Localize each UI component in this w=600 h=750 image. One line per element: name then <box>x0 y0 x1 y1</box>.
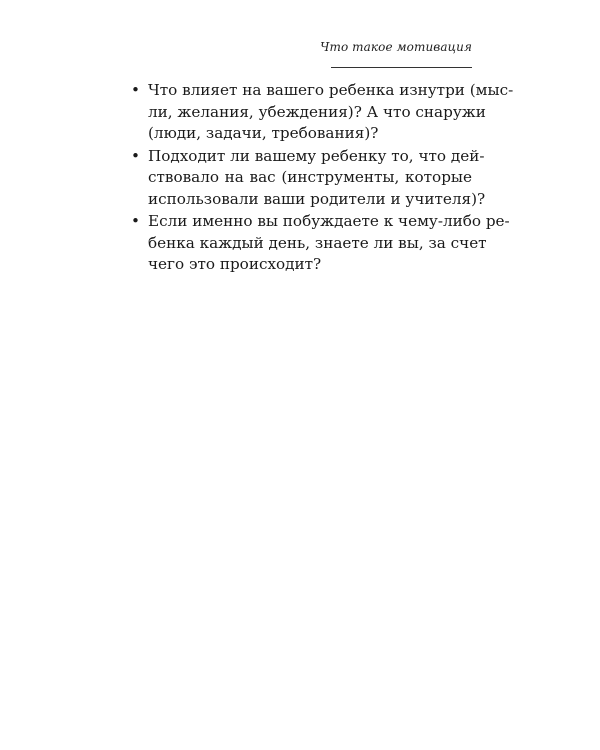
running-header-title: Что такое мотивация <box>320 40 472 54</box>
text-line: Что влияет на вашего ребенка изнутри (мыс- <box>148 81 514 99</box>
header-rule <box>331 67 472 68</box>
list-item <box>128 211 510 276</box>
text-line: использовали ваши родители и учителя)? <box>148 189 486 208</box>
text-line: бенка каждый день, знаете ли вы, за счет <box>148 233 487 252</box>
list-item <box>128 80 514 145</box>
text-line: Подходит ли вашему ребенку то, что дей- <box>148 146 485 165</box>
text-line: (люди, задачи, требования)? <box>148 124 379 142</box>
list-item <box>128 146 486 211</box>
text-line: Если именно вы побуждаете к чему-либо ре- <box>148 212 510 230</box>
text-line: чего это происходит? <box>148 255 322 273</box>
text-line: ли, желания, убеждения)? А что снаружи <box>148 102 486 121</box>
bullet-marker: • <box>131 146 140 165</box>
bullet-list <box>128 80 514 277</box>
bullet-marker: • <box>131 81 140 99</box>
text-line: ствовало на вас (инструменты, которые <box>148 168 472 186</box>
bullet-marker: • <box>131 212 140 230</box>
